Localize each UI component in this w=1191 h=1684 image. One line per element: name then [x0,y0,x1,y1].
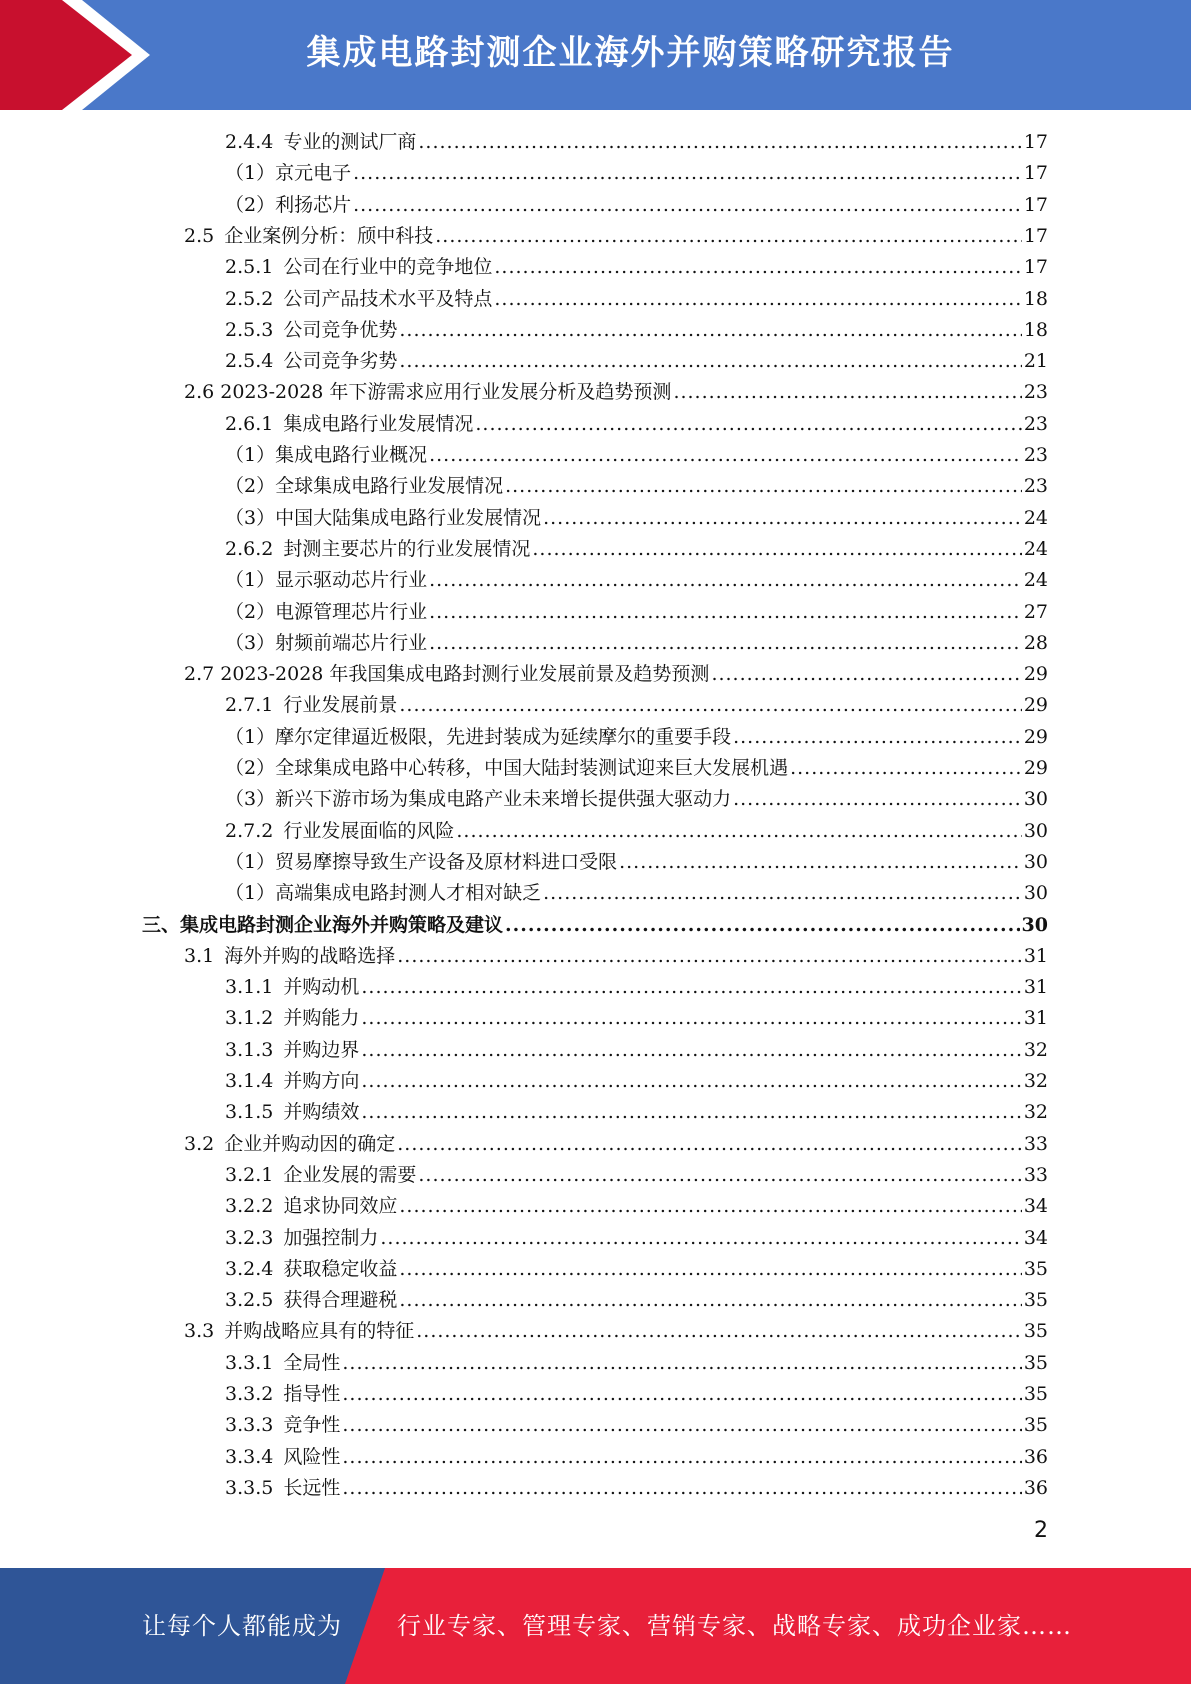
header-chevron-decoration [0,0,160,110]
toc-entry-title: 行业发展面临的风险 [283,819,455,842]
toc-entry[interactable] [225,878,1048,909]
toc-entry[interactable] [225,1160,1048,1191]
toc-entry[interactable] [225,1191,1048,1222]
toc-entry-title: 企业并购动因的确定 [224,1132,396,1155]
toc-dot-leader [532,534,1021,565]
toc-dot-leader [399,1191,1021,1222]
toc-entry[interactable] [225,565,1048,596]
toc-dot-leader [429,597,1022,628]
toc-entry[interactable] [225,471,1048,502]
toc-entry-page: 35 [1023,1351,1048,1374]
toc-entry-number: 2.6.2 [225,537,274,560]
toc-dot-leader [399,315,1021,346]
toc-entry-title: 专业的测试厂商 [283,131,417,153]
toc-entry-title: 竞争性 [283,1414,341,1437]
toc-entry[interactable] [184,1129,1048,1160]
toc-dot-leader [429,565,1022,596]
toc-entry-page: 34 [1023,1195,1048,1218]
toc-dot-leader [429,440,1022,471]
toc-entry[interactable] [184,221,1048,252]
toc-dot-leader [416,1316,1022,1347]
toc-entry[interactable] [225,1285,1048,1316]
toc-entry-page: 32 [1023,1070,1048,1092]
toc-entry[interactable] [225,784,1048,815]
toc-entry-page: 31 [1023,944,1048,967]
toc-entry[interactable] [184,377,1048,408]
toc-entry-title: （2）电源管理芯片行业 [225,600,428,623]
toc-entry[interactable] [225,1379,1048,1410]
toc-entry-page: 30 [1021,913,1048,936]
toc-entry-title: 并购能力 [283,1007,360,1030]
toc-dot-leader [399,1254,1021,1285]
toc-entry-title: 企业案例分析：颀中科技 [224,224,434,247]
toc-entry-page: 34 [1023,1226,1048,1249]
toc-dot-leader [494,284,1021,315]
toc-dot-leader [456,816,1021,847]
toc-dot-leader [380,1223,1021,1254]
toc-entry-number: 3.1.1 [225,976,274,999]
toc-entry[interactable] [184,1316,1048,1347]
toc-entry[interactable] [225,503,1048,534]
toc-dot-leader [733,722,1022,753]
toc-dot-leader [673,377,1021,408]
toc-dot-leader [397,941,1022,972]
toc-entry-title: （1）摩尔定律逼近极限，先进封装成为延续摩尔的重要手段 [225,725,732,748]
toc-entry-title: （1）显示驱动芯片行业 [225,569,428,592]
toc-entry-page: 30 [1023,882,1048,905]
toc-entry-page: 23 [1023,444,1048,466]
toc-entry-number: 3.1.2 [225,1007,274,1030]
toc-entry-number: 3.1.5 [225,1101,274,1124]
toc-entry-page: 21 [1023,350,1048,373]
toc-entry[interactable] [225,972,1048,1003]
toc-entry-title: 指导性 [283,1383,341,1405]
toc-entry-page: 27 [1023,600,1048,623]
toc-entry-page: 17 [1023,131,1048,153]
toc-dot-leader [353,158,1022,189]
toc-entry-page: 29 [1023,725,1048,748]
toc-entry-title: 公司产品技术水平及特点 [283,287,493,310]
toc-entry-page: 31 [1023,976,1048,999]
toc-entry[interactable] [225,409,1048,440]
toc-entry-title: 风险性 [283,1445,341,1468]
toc-entry-number: 3.2.3 [225,1226,274,1249]
toc-entry-page: 29 [1023,663,1048,686]
toc-entry[interactable] [225,346,1048,377]
toc-entry-title: 三、集成电路封测企业海外并购策略及建议 [142,913,504,936]
toc-entry[interactable] [225,534,1048,565]
toc-entry[interactable] [225,252,1048,283]
toc-entry-title: 并购方向 [283,1070,360,1092]
toc-dot-leader [342,1473,1021,1504]
toc-entry-title: （1）集成电路行业概况 [225,444,428,466]
toc-entry[interactable] [184,659,1048,690]
toc-entry[interactable] [225,158,1048,189]
toc-entry-title: （2）全球集成电路中心转移，中国大陆封装测试迎来巨大发展机遇 [225,757,789,779]
toc-entry-page: 29 [1023,694,1048,717]
toc-entry-number: 3.2.1 [225,1163,274,1186]
toc-entry-page: 17 [1023,256,1048,279]
toc-entry[interactable] [225,753,1048,784]
toc-dot-leader [399,346,1021,377]
toc-entry-number: 3.1.4 [225,1070,274,1092]
toc-entry-title: 并购战略应具有的特征 [224,1320,415,1343]
toc-entry-number: 3.3.1 [225,1351,274,1374]
toc-entry-number: 2.7.1 [225,694,274,717]
toc-entry-title: 追求协同效应 [283,1195,398,1218]
toc-dot-leader [397,1129,1022,1160]
toc-dot-leader [399,690,1021,721]
toc-entry-title: 全局性 [283,1351,341,1374]
toc-dot-leader [361,1003,1021,1034]
toc-entry-title: （2）利扬芯片 [225,193,352,216]
toc-entry-number: 3.2.2 [225,1195,274,1218]
toc-entry-number: 2.6.1 [225,412,274,435]
toc-entry-page: 24 [1023,537,1048,560]
toc-entry[interactable] [225,440,1048,471]
toc-entry[interactable] [225,847,1048,878]
toc-entry-number: 3.2.5 [225,1289,274,1312]
toc-dot-leader [353,190,1022,221]
toc-entry[interactable] [225,1442,1048,1473]
toc-entry-title: 封测主要芯片的行业发展情况 [283,537,531,560]
toc-entry-number: 3.3.3 [225,1414,274,1437]
toc-entry-page: 23 [1023,412,1048,435]
toc-dot-leader [418,127,1021,158]
toc-entry-page: 17 [1023,224,1048,247]
toc-entry-number: 2.5.2 [225,287,274,310]
report-title: 集成电路封测企业海外并购策略研究报告 [306,33,955,73]
toc-dot-leader [790,753,1022,784]
toc-entry[interactable] [225,284,1048,315]
toc-entry-page: 24 [1023,569,1048,592]
toc-entry[interactable] [225,628,1048,659]
toc-entry[interactable] [225,816,1048,847]
toc-entry-title: 集成电路行业发展情况 [283,412,474,435]
toc-entry-number: 3.3 [184,1320,215,1343]
toc-dot-leader [361,1035,1021,1066]
toc-entry-number: 2.7.2 [225,819,274,842]
toc-entry-page: 17 [1023,193,1048,216]
toc-entry-title: 获得合理避税 [283,1289,398,1312]
toc-dot-leader [543,878,1022,909]
toc-entry[interactable] [225,1348,1048,1379]
toc-entry-title: 海外并购的战略选择 [224,944,396,967]
toc-entry-number: 2.5 [184,224,215,247]
toc-entry[interactable] [225,597,1048,628]
toc-dot-leader [418,1160,1021,1191]
toc-entry[interactable] [225,1003,1048,1034]
toc-entry-number: 2.5.4 [225,350,274,373]
toc-dot-leader [342,1410,1021,1441]
toc-entry-page: 35 [1023,1289,1048,1312]
toc-entry-title: 公司竞争劣势 [283,350,398,373]
toc-entry-number: 3.2 [184,1132,215,1155]
toc-entry-number: 3.3.4 [225,1445,274,1468]
toc-entry-page: 32 [1023,1101,1048,1124]
toc-entry-number: 2.5.1 [225,256,274,279]
page-number: 2 [1034,1518,1048,1543]
toc-dot-leader [342,1348,1021,1379]
toc-entry-page: 31 [1023,1007,1048,1030]
toc-dot-leader [733,784,1022,815]
toc-dot-leader [361,972,1021,1003]
toc-entry-title: 获取稳定收益 [283,1257,398,1280]
toc-entry-number: 2.5.3 [225,318,274,341]
toc-dot-leader [619,847,1022,878]
toc-dot-leader [494,252,1021,283]
footer-slogan-right: 行业专家、管理专家、营销专家、战略专家、成功企业家…… [397,1612,1072,1640]
toc-entry-title: （1）京元电子 [225,162,352,185]
toc-entry-page: 33 [1023,1163,1048,1186]
toc-entry-page: 35 [1023,1257,1048,1280]
toc-entry-page: 17 [1023,162,1048,185]
footer-slogan-left: 让每个人都能成为 [142,1612,342,1640]
toc-entry-page: 35 [1023,1383,1048,1405]
toc-entry-number: 3.2.4 [225,1257,274,1280]
toc-entry[interactable] [225,1473,1048,1504]
toc-entry-title: （1）贸易摩擦导致生产设备及原材料进口受限 [225,850,618,873]
toc-dot-leader [505,910,1020,941]
toc-entry-title: 2.7 2023-2028 年我国集成电路封测行业发展前景及趋势预测 [184,663,710,686]
toc-dot-leader [429,628,1022,659]
toc-entry[interactable] [225,722,1048,753]
toc-entry-title: （3）射频前端芯片行业 [225,631,428,654]
toc-entry-title: 长远性 [283,1476,341,1499]
toc-entry-number: 2.4.4 [225,131,274,153]
toc-dot-leader [342,1379,1021,1410]
toc-entry-number: 3.3.5 [225,1476,274,1499]
toc-entry[interactable] [225,690,1048,721]
toc-entry-page: 23 [1023,381,1048,404]
toc-entry-page: 29 [1023,757,1048,779]
toc-entry-page: 30 [1023,788,1048,811]
toc-entry[interactable] [225,1066,1048,1097]
toc-entry[interactable] [225,190,1048,221]
toc-entry-page: 32 [1023,1038,1048,1061]
toc-entry-title: （2）全球集成电路行业发展情况 [225,475,504,498]
toc-dot-leader [435,221,1022,252]
toc-dot-leader [361,1097,1021,1128]
toc-entry[interactable] [142,910,1048,941]
toc-entry[interactable] [225,1035,1048,1066]
toc-dot-leader [342,1442,1021,1473]
toc-entry-title: 并购动机 [283,976,360,999]
toc-entry[interactable] [225,127,1048,158]
toc-dot-leader [711,659,1021,690]
toc-entry-page: 35 [1023,1414,1048,1437]
toc-entry[interactable] [225,1223,1048,1254]
toc-entry[interactable] [225,1097,1048,1128]
toc-entry-number: 3.1 [184,944,215,967]
toc-dot-leader [543,503,1022,534]
toc-entry-page: 28 [1023,631,1048,654]
toc-entry-page: 23 [1023,475,1048,498]
toc-entry-number: 3.1.3 [225,1038,274,1061]
toc-entry-page: 30 [1023,850,1048,873]
toc-dot-leader [505,471,1022,502]
toc-entry-page: 36 [1023,1476,1048,1499]
toc-entry-title: （1）高端集成电路封测人才相对缺乏 [225,882,542,905]
toc-entry-title: 行业发展前景 [283,694,398,717]
toc-entry-page: 24 [1023,506,1048,529]
toc-entry-title: 加强控制力 [283,1226,379,1249]
toc-entry[interactable] [225,1254,1048,1285]
toc-entry-title: 公司在行业中的竞争地位 [283,256,493,279]
toc-dot-leader [399,1285,1021,1316]
toc-entry[interactable] [225,315,1048,346]
toc-entry-page: 30 [1023,819,1048,842]
toc-dot-leader [361,1066,1021,1097]
toc-entry-number: 3.3.2 [225,1383,274,1405]
toc-entry[interactable] [184,941,1048,972]
toc-entry-page: 36 [1023,1445,1048,1468]
toc-dot-leader [475,409,1021,440]
page-header [0,0,1191,110]
toc-entry-title: （3）中国大陆集成电路行业发展情况 [225,506,542,529]
toc-entry[interactable] [225,1410,1048,1441]
toc-entry-page: 18 [1023,287,1048,310]
toc-entry-title: 并购绩效 [283,1101,360,1124]
page-footer [0,1568,1191,1684]
toc-entry-title: （3）新兴下游市场为集成电路产业未来增长提供强大驱动力 [225,788,732,811]
toc-entry-page: 33 [1023,1132,1048,1155]
toc-entry-title: 公司竞争优势 [283,318,398,341]
toc-entry-page: 18 [1023,318,1048,341]
toc-entry-title: 并购边界 [283,1038,360,1061]
toc-entry-title: 企业发展的需要 [283,1163,417,1186]
toc-entry-page: 35 [1023,1320,1048,1343]
toc-entry-title: 2.6 2023-2028 年下游需求应用行业发展分析及趋势预测 [184,381,672,404]
